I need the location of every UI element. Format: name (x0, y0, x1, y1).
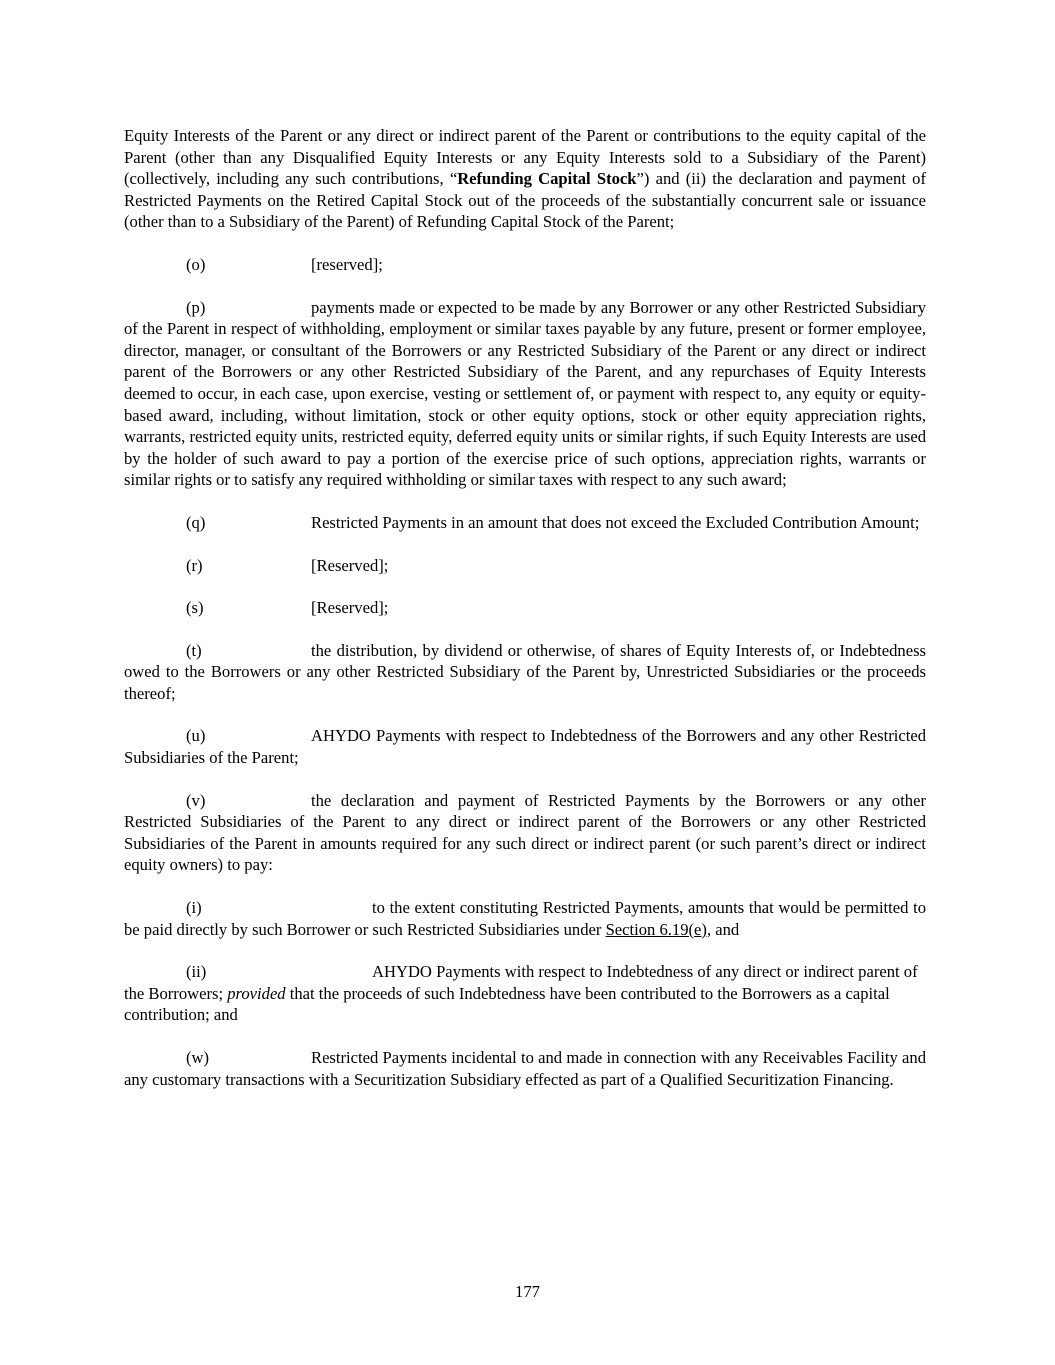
clause-v-i: (i) to the extent constituting Restricted Payments, amounts that would be permitted to be paid directly by such Borrower or such Restricted Subsidiaries under Section 6.19(e), and (124, 898, 926, 939)
clause-number: (w) (186, 1048, 210, 1067)
clause-text: Restricted Payments in an amount that does not exceed the Excluded Contribution Amount; (311, 512, 920, 532)
clause-s (124, 597, 926, 619)
proviso-term: provided (227, 983, 286, 1003)
clause-p (124, 297, 926, 491)
clause-w (124, 1047, 926, 1090)
clause-number: (u) (186, 726, 206, 746)
clause-v (124, 790, 926, 876)
clause-number: (s) (186, 598, 204, 618)
clause-q (124, 512, 926, 534)
clause-text: Restricted Payments incidental to and made in connection with any Receivables Facility and any customary transactions with a Securitization Subsidiary effected as part of a Qualified Securitization Financing. (124, 1048, 926, 1089)
clause-text: [Reserved]; (311, 598, 389, 618)
defined-term: Refunding Capital Stock (457, 169, 637, 189)
clause-r (124, 555, 926, 577)
clause-t (124, 640, 926, 705)
clause-text: the distribution, by dividend or otherwise, of shares of Equity Interests of, or Indebtedness owed to the Borrowers or any other Restricted Subsidiary of the Parent by, Unrestricted Subsidiaries or the proceeds thereof; (124, 640, 926, 703)
clause-number: (ii) (186, 962, 207, 982)
clause-text: [Reserved]; (311, 555, 389, 575)
clause-number: (o) (186, 254, 206, 274)
clause-u (124, 725, 926, 768)
clause-number: (i) (186, 898, 202, 918)
clause-text: the declaration and payment of Restricted Payments by the Borrowers or any other Restricted Subsidiaries of the Parent to any direct or indirect parent of the Borrowers or any other Restricted Subsidiaries of the Parent in amounts required for any such direct or indirect parent (or such parent’s direct or indirect equity owners) to pay: (124, 790, 926, 875)
clause-number: (t) (186, 640, 202, 660)
clause-number: (r) (186, 555, 203, 575)
clause-number: (v) (186, 790, 206, 810)
clause-text: AHYDO Payments with respect to Indebtedness of the Borrowers and any other Restricted Subsidiaries of the Parent; (124, 726, 926, 768)
page-number: 177 (515, 1282, 540, 1301)
intro-paragraph: Equity Interests of the Parent or any direct or indirect parent of the Parent or contributions to the equity capital of the Parent (other than any Disqualified Equity Interests or any Equity Interests sold to a Subsidiary of the Parent) (collectively, including any such contributions, “Refunding Capital Stock”) and (ii) the declaration and payment of Restricted Payments on the Retired Capital Stock out of the proceeds of the substantially concurrent sale or issuance (other than to a Subsidiary of the Parent) of Refunding Capital Stock of the Parent; (124, 126, 926, 232)
section-reference: Section 6.19(e) (605, 919, 707, 939)
clause-text: [reserved]; (311, 254, 383, 274)
clause-o (124, 254, 926, 276)
clause-text: payments made or expected to be made by any Borrower or any other Restricted Subsidiary of the Parent in respect of withholding, employment or similar taxes payable by any future, present or former employee, director, manager, or consultant of the Borrowers or any Restricted Subsidiary of the Parent or any direct or indirect parent of the Borrowers or any other Restricted Subsidiary of the Parent, and any repurchases of Equity Interests deemed to occur, in each case, upon exercise, vesting or settlement of, or payment with respect to, any equity or equity-based award, including, without limitation, stock or other equity options, stock or other equity appreciation rights, warrants, restricted equity units, restricted equity, deferred equity units or similar rights, if such Equity Interests are used by the holder of such award to pay a portion of the exercise price of such options, appreciation rights, warrants or similar rights or to satisfy any required withholding or similar taxes with respect to any such award; (124, 297, 926, 490)
clause-v-ii: (ii) AHYDO Payments with respect to Indebtedness of any direct or indirect parent of the Borrowers; provided that the proceeds of such Indebtedness have been contributed to the Borrowers as a capital contribution; and (124, 962, 918, 1025)
document-page (124, 125, 926, 1111)
clause-number: (p) (186, 297, 206, 317)
clause-number: (q) (186, 512, 206, 532)
